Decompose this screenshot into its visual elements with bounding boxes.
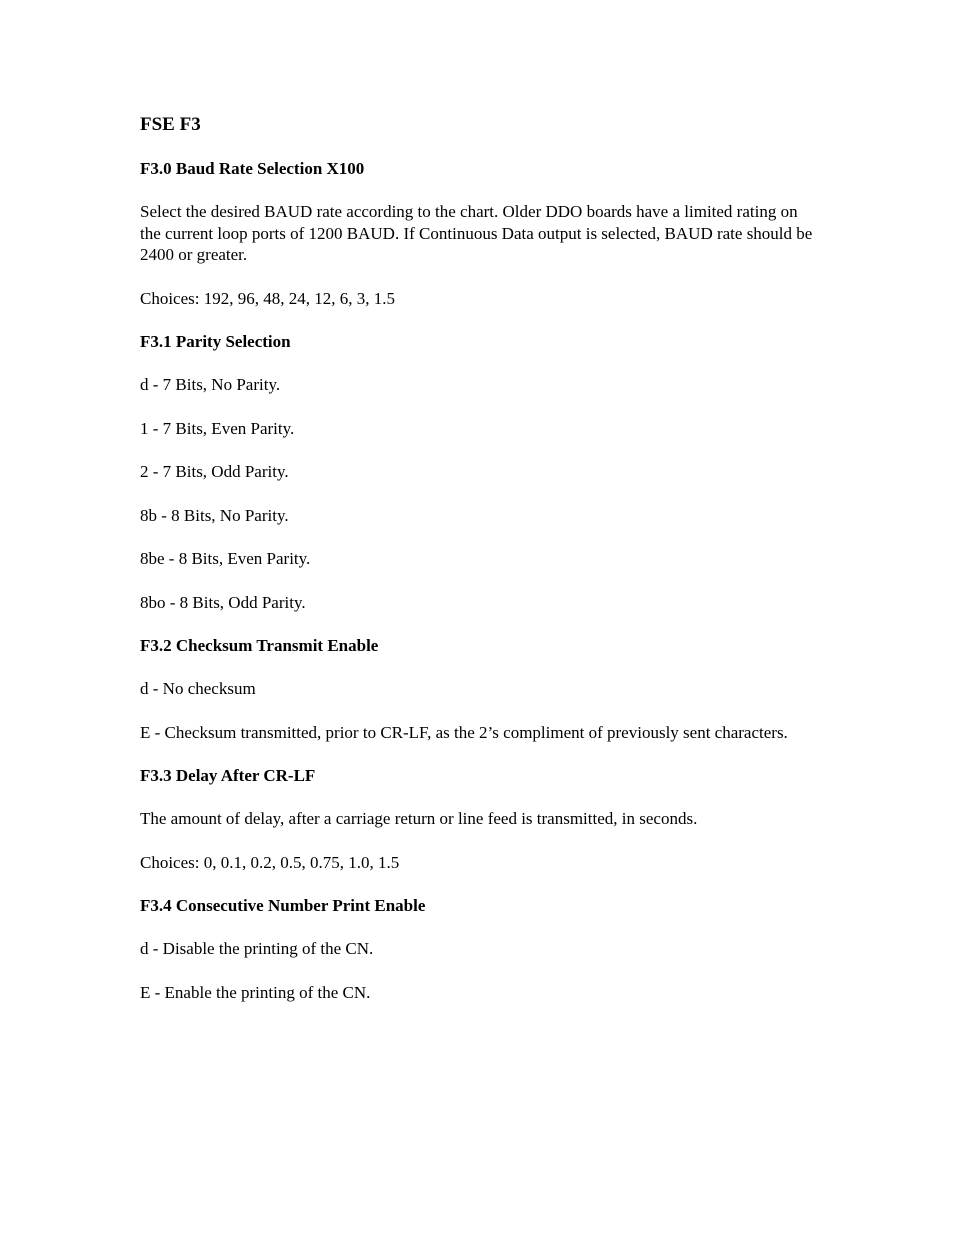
section-f3-1 <box>140 331 820 613</box>
section-f3-0 <box>140 158 820 309</box>
checksum-option: E - Checksum transmitted, prior to CR-LF, as the 2’s compliment of previously sent characters. <box>140 722 788 742</box>
section-f3-2 <box>140 635 820 743</box>
document-title: FSE F3 <box>140 114 201 135</box>
section-heading-f3-4: F3.4 Consecutive Number Print Enable <box>140 896 426 915</box>
baud-rate-description: Select the desired BAUD rate according to the chart. Older DDO boards have a limited rating on the current loop ports of 1200 BAUD. If Continuous Data output is selected, BAUD rate should be 2400 or greater. <box>140 202 813 264</box>
section-heading-f3-3: F3.3 Delay After CR-LF <box>140 766 316 785</box>
parity-option: 1 - 7 Bits, Even Parity. <box>140 418 295 438</box>
section-heading-f3-1: F3.1 Parity Selection <box>140 332 291 351</box>
parity-option: 2 - 7 Bits, Odd Parity. <box>140 462 289 481</box>
section-f3-4 <box>140 895 820 1003</box>
checksum-option: d - No checksum <box>140 679 256 698</box>
section-heading-f3-0: F3.0 Baud Rate Selection X100 <box>140 159 365 178</box>
delay-choices: Choices: 0, 0.1, 0.2, 0.5, 0.75, 1.0, 1.5 <box>140 852 400 872</box>
delay-description: The amount of delay, after a carriage return or line feed is transmitted, in seconds. <box>140 809 698 828</box>
section-heading-f3-2: F3.2 Checksum Transmit Enable <box>140 636 379 655</box>
cn-print-option: d - Disable the printing of the CN. <box>140 939 374 958</box>
baud-rate-choices: Choices: 192, 96, 48, 24, 12, 6, 3, 1.5 <box>140 288 395 308</box>
parity-option: 8be - 8 Bits, Even Parity. <box>140 549 311 568</box>
parity-option: d - 7 Bits, No Parity. <box>140 375 281 394</box>
cn-print-option: E - Enable the printing of the CN. <box>140 982 371 1002</box>
parity-option: 8b - 8 Bits, No Parity. <box>140 505 289 525</box>
document-page <box>140 114 820 1003</box>
parity-option: 8bo - 8 Bits, Odd Parity. <box>140 592 306 612</box>
section-f3-3 <box>140 765 820 873</box>
